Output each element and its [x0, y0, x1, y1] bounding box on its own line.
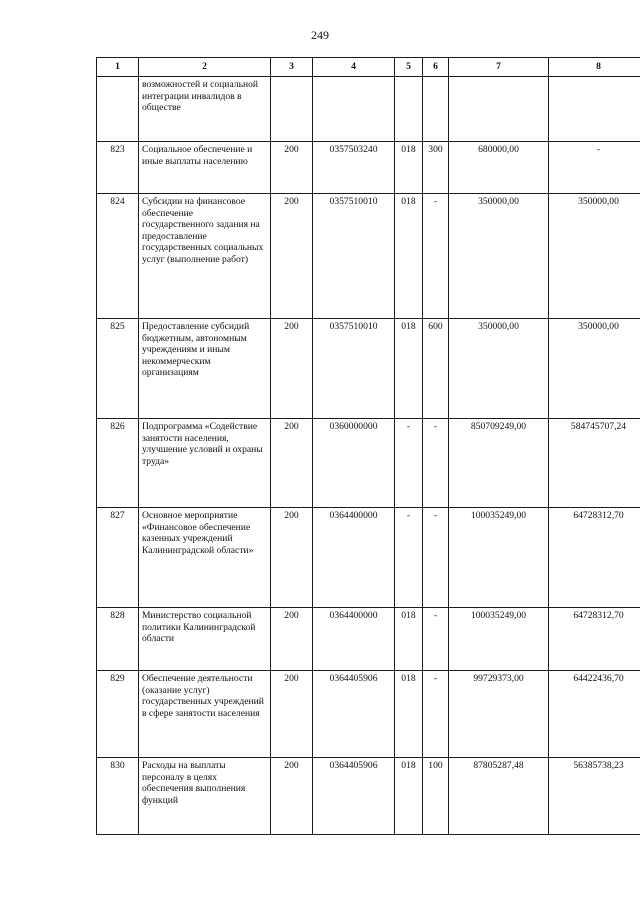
col8-amount: 350000,00	[549, 319, 640, 419]
col8-amount: 64728312,70	[549, 508, 640, 608]
col7-amount: 99729373,00	[449, 671, 549, 758]
row-name: Министерство социальной политики Калининградской области	[139, 608, 271, 671]
table-row	[97, 508, 640, 608]
col6-code: -	[423, 508, 449, 608]
col5-code: 018	[395, 758, 423, 835]
row-name: Предоставление субсидий бюджетным, автономным учреждениям и иным некоммерческим организациям	[139, 319, 271, 419]
col3-value: 200	[271, 508, 313, 608]
col6-code: 300	[423, 142, 449, 194]
col4-code: 0357503240	[313, 142, 395, 194]
row-number: 828	[97, 608, 139, 671]
row-name: Основное мероприятие «Финансовое обеспечение казенных учреждений Калининградской области»	[139, 508, 271, 608]
col8-amount: 64422436,70	[549, 671, 640, 758]
col6-code: -	[423, 671, 449, 758]
col3-value	[271, 77, 313, 142]
col4-code: 0364405906	[313, 671, 395, 758]
col7-amount: 87805287,48	[449, 758, 549, 835]
col8-amount: 64728312,70	[549, 608, 640, 671]
row-name: Расходы на выплаты персоналу в целях обеспечения выполнения функций	[139, 758, 271, 835]
table-row	[97, 671, 640, 758]
col4-code: 0364400000	[313, 608, 395, 671]
column-header: 4	[313, 58, 395, 77]
page-number: 249	[311, 28, 329, 42]
table-row	[97, 77, 640, 142]
row-name: Обеспечение деятельности (оказание услуг) государственных учреждений в сфере занятости населения	[139, 671, 271, 758]
col4-code: 0357510010	[313, 319, 395, 419]
row-number: 830	[97, 758, 139, 835]
col6-code	[423, 77, 449, 142]
col3-value: 200	[271, 142, 313, 194]
col3-value: 200	[271, 671, 313, 758]
column-header: 3	[271, 58, 313, 77]
col7-amount: 350000,00	[449, 194, 549, 319]
col8-amount	[549, 77, 640, 142]
col7-amount: 850709249,00	[449, 419, 549, 508]
table-row	[97, 608, 640, 671]
column-header: 6	[423, 58, 449, 77]
col5-code: 018	[395, 194, 423, 319]
col7-amount: 350000,00	[449, 319, 549, 419]
col5-code: 018	[395, 142, 423, 194]
column-header: 2	[139, 58, 271, 77]
col3-value: 200	[271, 319, 313, 419]
col7-amount: 100035249,00	[449, 608, 549, 671]
col8-amount: 584745707,24	[549, 419, 640, 508]
col3-value: 200	[271, 758, 313, 835]
row-number: 823	[97, 142, 139, 194]
row-number: 827	[97, 508, 139, 608]
row-name: возможностей и социальной интеграции инвалидов в обществе	[139, 77, 271, 142]
col8-amount: 56385738,23	[549, 758, 640, 835]
row-number: 824	[97, 194, 139, 319]
col6-code: 100	[423, 758, 449, 835]
col6-code: -	[423, 194, 449, 319]
row-name: Подпрограмма «Содействие занятости населения, улучшение условий и охраны труда»	[139, 419, 271, 508]
col3-value: 200	[271, 419, 313, 508]
col3-value: 200	[271, 608, 313, 671]
column-header: 1	[97, 58, 139, 77]
col8-amount: 350000,00	[549, 194, 640, 319]
budget-table	[96, 57, 640, 835]
col5-code: 018	[395, 671, 423, 758]
col5-code: 018	[395, 608, 423, 671]
row-number: 829	[97, 671, 139, 758]
table-row	[97, 758, 640, 835]
col7-amount: 100035249,00	[449, 508, 549, 608]
col5-code: -	[395, 419, 423, 508]
col4-code: 0364400000	[313, 508, 395, 608]
table-row	[97, 319, 640, 419]
col4-code	[313, 77, 395, 142]
col4-code: 0364405906	[313, 758, 395, 835]
row-number	[97, 77, 139, 142]
row-number: 826	[97, 419, 139, 508]
col7-amount: 680000,00	[449, 142, 549, 194]
column-header: 8	[549, 58, 640, 77]
table-row	[97, 419, 640, 508]
col6-code: 600	[423, 319, 449, 419]
col3-value: 200	[271, 194, 313, 319]
table-row	[97, 142, 640, 194]
row-number: 825	[97, 319, 139, 419]
col4-code: 0360000000	[313, 419, 395, 508]
row-name: Социальное обеспечение и иные выплаты населению	[139, 142, 271, 194]
col6-code: -	[423, 419, 449, 508]
col6-code: -	[423, 608, 449, 671]
col7-amount	[449, 77, 549, 142]
col4-code: 0357510010	[313, 194, 395, 319]
col5-code: 018	[395, 319, 423, 419]
row-name: Субсидии на финансовое обеспечение государственного задания на предоставление государственных социальных услуг (выполнение работ)	[139, 194, 271, 319]
column-header: 7	[449, 58, 549, 77]
col5-code: -	[395, 508, 423, 608]
col8-amount: -	[549, 142, 640, 194]
column-header: 5	[395, 58, 423, 77]
table-row	[97, 194, 640, 319]
header-row	[97, 58, 640, 77]
col5-code	[395, 77, 423, 142]
